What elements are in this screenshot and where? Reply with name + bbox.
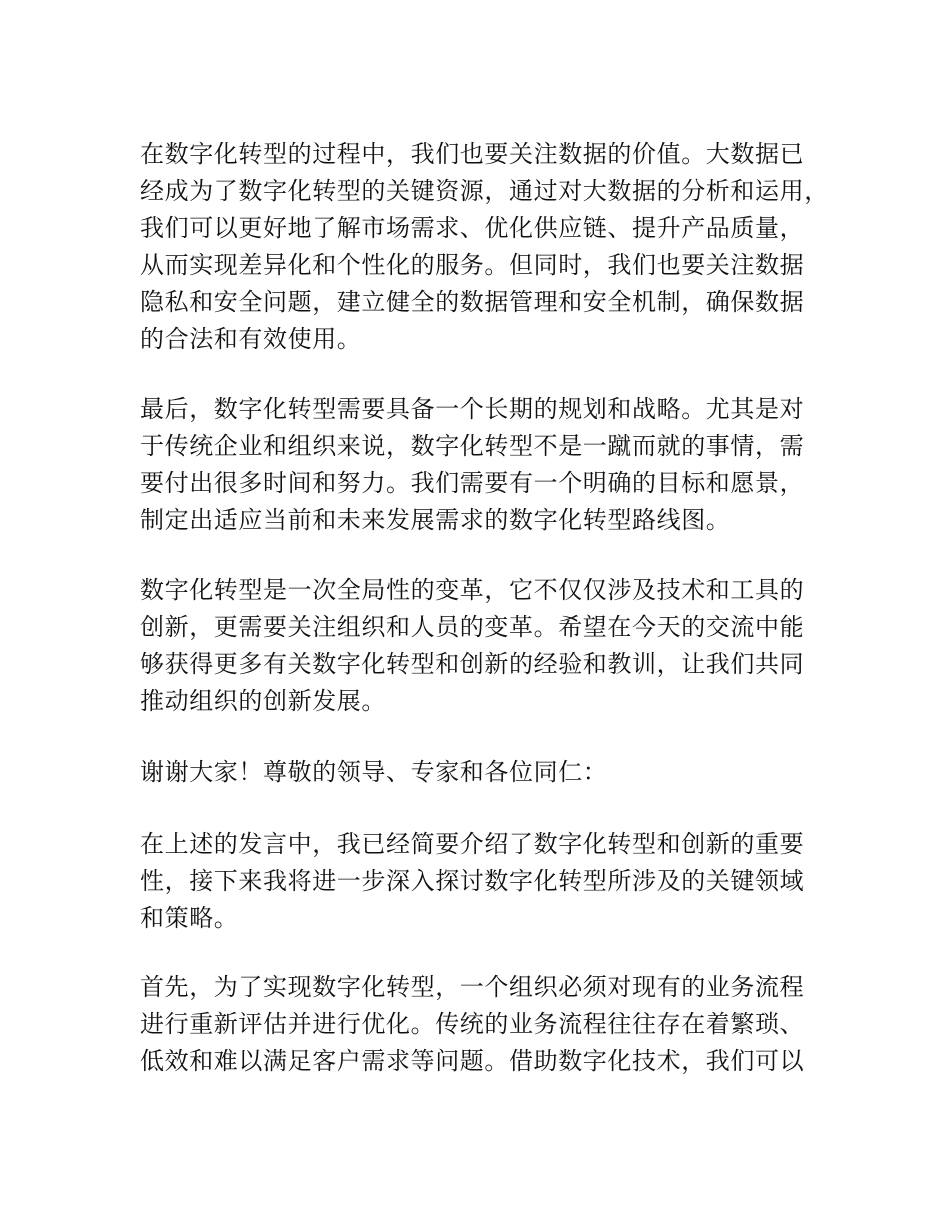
paragraph-line: 从而实现差异化和个性化的服务。但同时，我们也要关注数据 [140,251,805,279]
paragraph-line: 要付出很多时间和努力。我们需要有一个明确的目标和愿景， [140,469,805,497]
paragraph-line: 性，接下来我将进一步深入探讨数字化转型所涉及的关键领域 [140,867,805,895]
paragraph-line: 在数字化转型的过程中，我们也要关注数据的价值。大数据已 [140,140,805,168]
paragraph-greeting [140,754,607,791]
paragraph-line: 制定出适应当前和未来发展需求的数字化转型路线图。 [140,506,731,534]
paragraph-line: 谢谢大家！尊敬的领导、专家和各位同仁： [140,758,608,786]
paragraph-line: 数字化转型是一次全局性的变革，它不仅仅涉及技术和工具的 [140,576,805,604]
paragraph-line: 我们可以更好地了解市场需求、优化供应链、提升产品质量， [140,214,805,242]
paragraph-data-value [140,136,829,358]
paragraph-line: 够获得更多有关数字化转型和创新的经验和教训，让我们共同 [140,650,805,678]
paragraph-global-change [140,572,804,720]
paragraph-line: 经成为了数字化转型的关键资源，通过对大数据的分析和运用， [140,177,829,205]
paragraph-previous-speech [140,826,804,937]
paragraph-line: 在上述的发言中，我已经简要介绍了数字化转型和创新的重要 [140,830,805,858]
paragraph-line: 低效和难以满足客户需求等问题。借助数字化技术，我们可以 [140,1047,805,1075]
paragraph-line: 和策略。 [140,904,239,932]
paragraph-line: 的合法和有效使用。 [140,325,362,353]
paragraph-line: 于传统企业和组织来说，数字化转型不是一蹴而就的事情，需 [140,432,805,460]
paragraph-line: 首先，为了实现数字化转型，一个组织必须对现有的业务流程 [140,973,805,1001]
paragraph-long-term-planning [140,391,804,539]
paragraph-line: 最后，数字化转型需要具备一个长期的规划和战略。尤其是对 [140,395,805,423]
paragraph-line: 创新，更需要关注组织和人员的变革。希望在今天的交流中能 [140,613,805,641]
paragraph-business-process [140,969,804,1080]
paragraph-line: 进行重新评估并进行优化。传统的业务流程往往存在着繁琐、 [140,1010,805,1038]
paragraph-line: 隐私和安全问题，建立健全的数据管理和安全机制，确保数据 [140,288,805,316]
paragraph-line: 推动组织的创新发展。 [140,687,386,715]
